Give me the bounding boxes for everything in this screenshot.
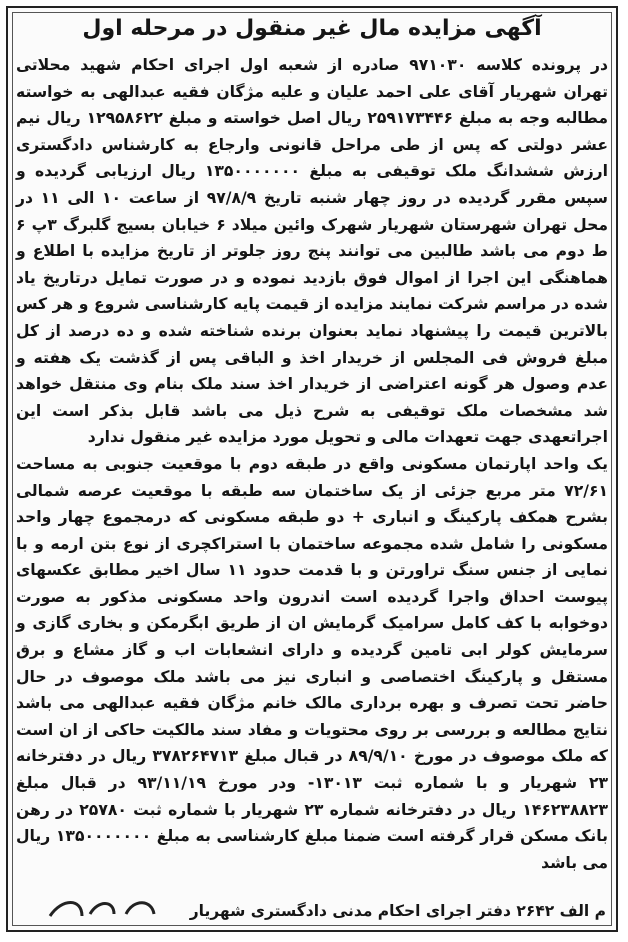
notice-frame xyxy=(6,6,618,932)
notice-paragraph-property: یک واحد اپارتمان مسکونی واقع در طبقه دوم با موقعیت جنوبی به مساحت ۷۲/۶۱ متر مربع جزئی از یک ساختمان سه طبقه با موقعیت عرصه شمالی بشرح همکف پارکینگ و انباری + دو طبقه مسکونی که درمجموع چهار واحد مسکونی را شامل شده مجموعه ساختمان با استراکچری از نوع بتن ارمه و با نمایی از جنس سنگ تراورتن و با قدمت حدود ۱۱ سال اخیر مطابق عکسهای پیوست احداق واجرا گردیده است اندرون واحد مسکونی مذکور به صورت دوخوابه با کف کامل سرامیک گرمایش ان از طریق ابگرمکن و بخاری گازی و سرمایش کولر ابی تامین گردیده و دارای انشعابات اب و گاز مشاع و برق مستقل و پارکینگ اختصاصی و انباری نیز می باشد ملک موصوف در حال حاضر تحت تصرف و بهره برداری مالک خانم مژگان فقیه عبدالهی می باشد نتایج مطالعه و بررسی بر روی محتویات و مفاد سند مالکیت حاکی از ان است که ملک موصوف در مورخ ۸۹/۹/۱۰ در قبال مبلغ ۳۷۸۲۶۴۷۱۳ ریال در دفترخانه ۲۳ شهریار و با شماره ثبت ۱۳۰۱۳- ودر مورخ ۹۳/۱۱/۱۹ در قبال مبلغ ۱۴۶۲۳۸۸۲۳ ریال در دفترخانه شماره ۲۳ شهریار با شماره ثبت ۲۵۷۸۰ در رهن بانک مسکن قرار گرفته است ضمنا مبلغ کارشناسی به مبلغ ۱۳۵۰۰۰۰۰۰۰ ریال می باشد xyxy=(16,454,609,872)
notice-body xyxy=(16,52,608,876)
notice-footer: م الف ۲۶۴۲ دفتر اجرای احکام مدنی دادگستری شهریار xyxy=(189,902,606,920)
notice-title: آگهی مزایده مال غیر منقول در مرحله اول xyxy=(82,16,542,41)
handwritten-number-mark xyxy=(42,888,162,928)
notice-paragraph-auction: در پرونده کلاسه ۹۷۱۰۳۰ صادره از شعبه اول اجرای احکام شهید محلاتی تهران شهریار آقای علی احمد علیان و علیه مژگان فقیه عبدالهی به خواسته مطالبه وجه به مبلغ ۲۵۹۱۷۳۴۴۶ ریال اصل خواسته و مبلغ ۱۲۹۵۸۶۲۲ ریال نیم عشر دولتی که پس از طی مراحل قانونی وارجاع به کارشناس دادگستری ارزش ششدانگ ملک توقیفی به مبلغ ۱۳۵۰۰۰۰۰۰۰ ریال ارزیابی گردیده و سپس مقرر گردیده در روز چهار شنبه تاریخ ۹۷/۸/۹ از ساعت ۱۰ الی ۱۱ در محل تهران شهرستان شهریار شهرک وائین میلاد ۶ خیابان بسیج گلبرگ ۳پ ۶ ط دوم می باشد طالبین می توانند پنج روز جلوتر از تاریخ مزایده با اطلاع و هماهنگی این اجرا از اموال فوق بازدید نموده و در صورت تمایل درتاریخ یاد شده در مراسم شرکت نمایند مزایده از قیمت پایه کارشناسی شروع و هر کس بالاترین قیمت را پیشنهاد نماید بعنوان برنده شناخته شده و ده درصد از کل مبلغ فروش فی المجلس از خریدار اخذ و الباقی پس از گذشت یک هفته و عدم وصول هر گونه اعتراضی از خریدار اخذ سند ملک بنام وی منتقل خواهد شد مشخصات ملک توقیفی به شرح ذیل می باشد قابل بذکر است این اجراتعهدی جهت تعهدات مالی و تحویل مورد مزایده غیر منقول ندارد xyxy=(16,56,609,447)
